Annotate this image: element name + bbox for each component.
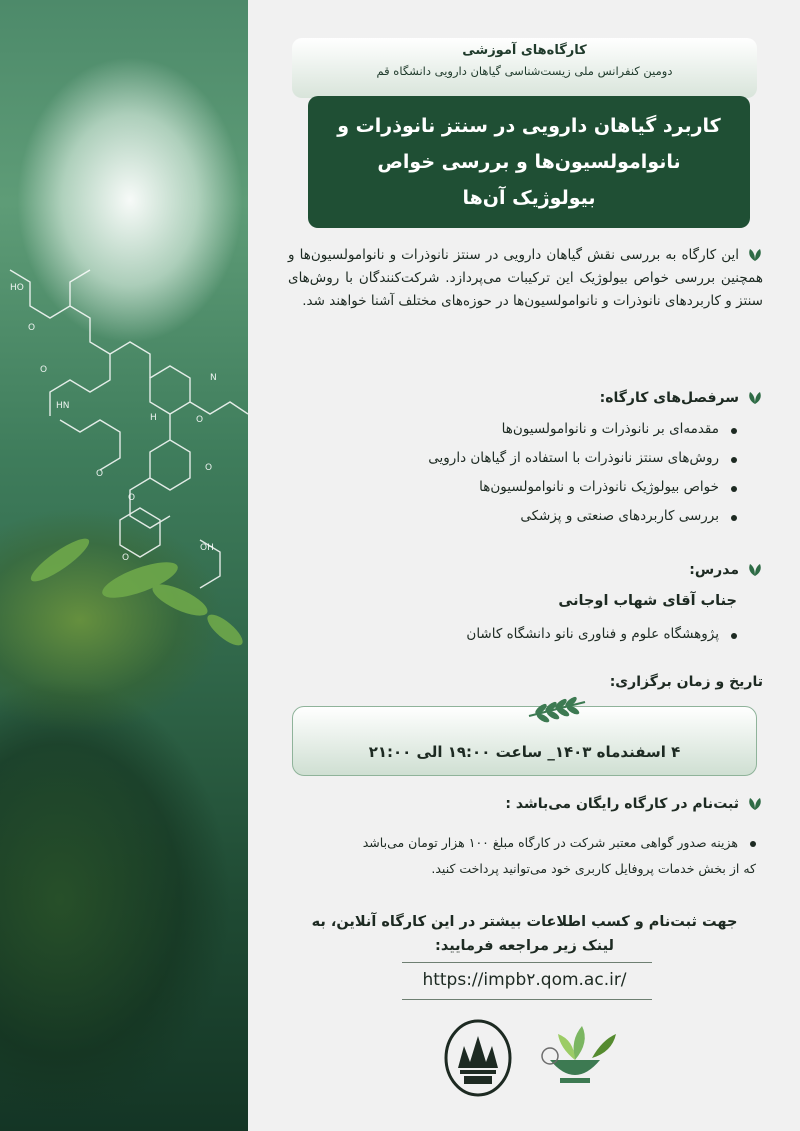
intro-paragraph: [288, 244, 763, 313]
list-item: خواص بیولوژیک نانوذرات و نانوامولسیون‌ها: [428, 473, 737, 502]
intro-text: این کارگاه به بررسی نقش گیاهان دارویی در سنتز نانوذرات و نانوامولسیون‌ها و همچنین بررسی خواص بیولوژیک این ترکیبات می‌پردازد. شرکت‌کنندگان با روش‌های سنتز و کاربردهای نانوذرات و نانوامولسیون‌ها در حوزه‌های مختلف آشنا خواهند شد.: [288, 247, 763, 309]
fee-note-line2: که از بخش خدمات پروفایل کاربری خود می‌توانید پرداخت کنید.: [431, 861, 756, 876]
main-title-line3: بیولوژیک آن‌ها: [462, 187, 596, 209]
wheat-branch-icon: [527, 694, 587, 724]
date-box: [292, 706, 757, 776]
header-subtitle: دومین کنفرانس ملی زیست‌شناسی گیاهان دارویی دانشگاه قم: [376, 64, 673, 78]
medicinal-plants-logo: [530, 1020, 620, 1094]
fee-note: [286, 830, 756, 882]
schedule-heading: تاریخ و زمان برگزاری:: [609, 674, 763, 690]
svg-text:OH: OH: [200, 543, 214, 553]
main-title-line1: کاربرد گیاهان دارویی در سنتز نانوذرات و: [337, 115, 721, 137]
svg-text:HO: HO: [10, 283, 24, 293]
registration-link[interactable]: https://impb۲.qom.ac.ir/: [422, 970, 627, 990]
leaf-icon: [747, 797, 763, 811]
poster-content: [272, 0, 777, 1131]
list-item: روش‌های سنتز نانوذرات با استفاده از گیاهان دارویی: [428, 444, 737, 473]
nature-molecule-image: [0, 0, 248, 1131]
svg-text:O: O: [96, 469, 104, 479]
cta-text: [292, 910, 757, 958]
svg-text:O: O: [28, 323, 36, 333]
divider: [402, 999, 652, 1000]
svg-text:HN: HN: [56, 401, 70, 411]
leaf-icon: [747, 248, 763, 262]
topics-list: [428, 415, 737, 531]
cta-line2: لینک زیر مراجعه فرمایید:: [435, 938, 614, 954]
header-title: کارگاه‌های آموزشی: [462, 43, 587, 58]
svg-text:N: N: [210, 373, 217, 383]
fee-note-line1: هزینه صدور گواهی معتبر شرکت در کارگاه مبلغ ۱۰۰ هزار تومان می‌باشد: [286, 830, 756, 856]
svg-text:O: O: [128, 493, 136, 503]
list-item: مقدمه‌ای بر نانوذرات و نانوامولسیون‌ها: [428, 415, 737, 444]
instructor-name: جناب آقای شهاب اوجانی: [558, 593, 737, 609]
svg-text:O: O: [205, 463, 213, 473]
instructor-heading: مدرس:: [689, 562, 763, 578]
leaf-icon: [747, 563, 763, 577]
svg-text:O: O: [122, 553, 130, 563]
list-item: بررسی کاربردهای صنعتی و پزشکی: [428, 502, 737, 531]
molecule-structure-illustration: [0, 0, 248, 1131]
registration-heading: ثبت‌نام در کارگاه رایگان می‌باشد :: [505, 796, 763, 812]
topics-heading: سرفصل‌های کارگاه:: [600, 390, 763, 406]
header-banner: [292, 38, 757, 98]
cta-line1: جهت ثبت‌نام و کسب اطلاعات بیشتر در این کارگاه آنلاین، به: [311, 914, 738, 930]
event-date: ۴ اسفندماه ۱۴۰۳_ ساعت ۱۹:۰۰ الی ۲۱:۰۰: [368, 743, 681, 761]
main-title-box: [308, 96, 750, 228]
divider: [402, 962, 652, 963]
instructor-affiliation-list: [466, 620, 737, 649]
svg-text:H: H: [150, 413, 157, 423]
university-of-qom-logo: [442, 1018, 514, 1098]
svg-text:O: O: [196, 415, 204, 425]
instructor-affiliation: پژوهشگاه علوم و فناوری نانو دانشگاه کاشان: [466, 620, 737, 649]
leaf-icon: [747, 391, 763, 405]
main-title-line2: نانوامولسیون‌ها و بررسی خواص: [377, 151, 681, 173]
svg-text:O: O: [40, 365, 48, 375]
